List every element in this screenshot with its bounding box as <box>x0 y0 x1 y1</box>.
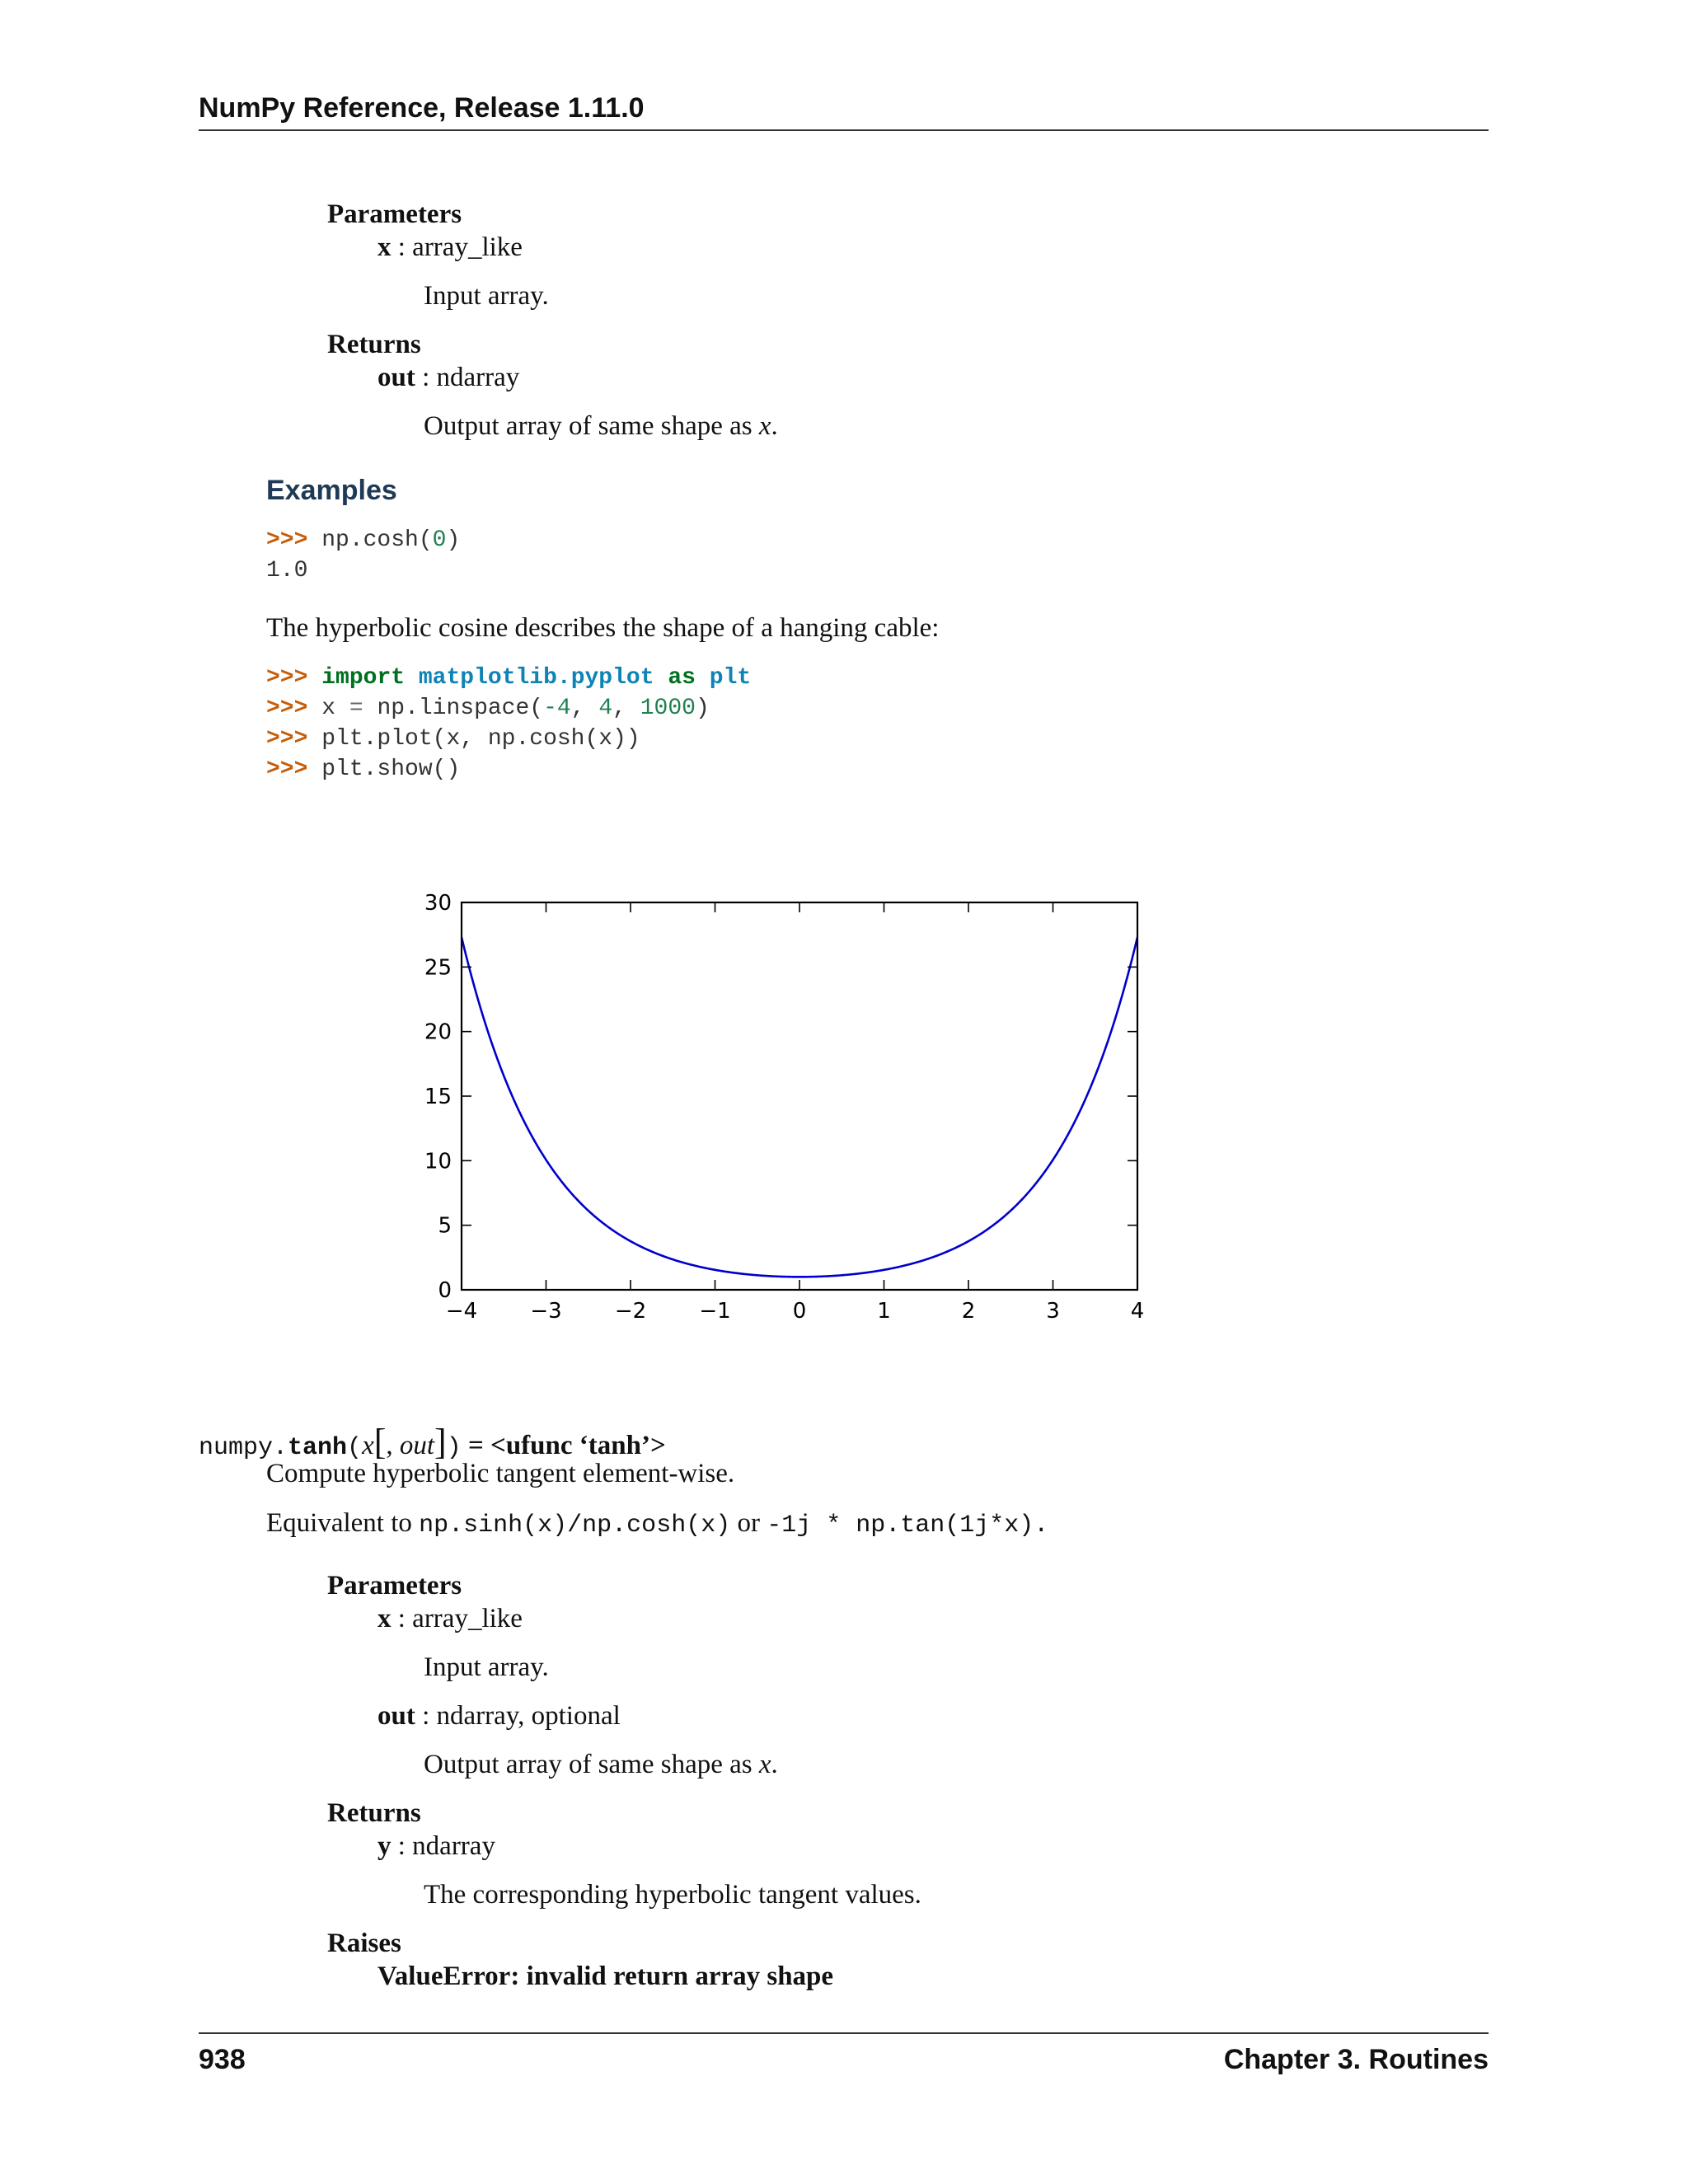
code-text: ) <box>695 696 710 721</box>
x-tick-label: −2 <box>614 1299 647 1324</box>
header-rule <box>199 129 1489 131</box>
code-text: ) <box>446 527 461 553</box>
sig-paren: ( <box>347 1434 363 1462</box>
code-number: -4 <box>543 696 571 721</box>
code-keyword: as <box>668 665 696 691</box>
code-number: 0 <box>432 527 447 553</box>
code-line <box>266 726 640 752</box>
param-type: : array_like <box>391 232 523 262</box>
y-tick-label: 20 <box>424 1019 452 1045</box>
return-y-desc: The corresponding hyperbolic tangent values. <box>424 1880 921 1910</box>
param-name: x <box>377 232 392 262</box>
code-text: np.linspace( <box>363 696 544 721</box>
equiv-text: . <box>1034 1511 1049 1540</box>
desc-text-end: . <box>771 411 778 441</box>
param-x <box>377 232 523 263</box>
params-heading: Parameters <box>327 1571 462 1601</box>
x-tick-label: 1 <box>877 1299 891 1324</box>
code-text: , <box>570 696 599 721</box>
param-name: x <box>377 1604 392 1633</box>
x-tick-label: 4 <box>1130 1299 1145 1324</box>
function-signature <box>199 1421 666 1463</box>
return-y <box>377 1831 495 1862</box>
equiv-text: Equivalent to <box>266 1508 420 1538</box>
param-x <box>377 1604 523 1634</box>
page-number: 938 <box>199 2044 246 2075</box>
code-module: matplotlib.pyplot <box>418 665 654 691</box>
param-out-desc <box>424 1750 778 1780</box>
code-prompt: >>> <box>266 726 308 752</box>
code-text: , <box>612 696 640 721</box>
code-line <box>266 527 460 553</box>
code-module: plt <box>709 665 752 691</box>
code-prompt: >>> <box>266 757 308 782</box>
equivalent-line <box>266 1508 1048 1540</box>
code-line <box>266 757 460 782</box>
code-line <box>266 665 751 691</box>
code-text: np.cosh( <box>307 527 433 553</box>
x-tick-label: −3 <box>530 1299 562 1324</box>
y-tick-label: 15 <box>424 1085 452 1109</box>
code-text: x <box>307 696 349 721</box>
x-tick-label: 2 <box>961 1299 976 1324</box>
sig-paren: ) <box>446 1434 462 1462</box>
footer-rule <box>199 2032 1489 2034</box>
sig-param: out <box>399 1431 435 1460</box>
x-tick-label: −1 <box>699 1299 731 1324</box>
param-x-desc: Input array. <box>424 1652 549 1682</box>
param-x-desc: Input array. <box>424 281 549 311</box>
x-tick-label: 3 <box>1046 1299 1060 1324</box>
y-tick-label: 10 <box>424 1149 452 1174</box>
return-out <box>377 363 519 393</box>
param-out <box>377 1701 621 1732</box>
return-type: : ndarray <box>415 363 520 392</box>
sig-bracket: ] <box>434 1422 447 1462</box>
equiv-text: or <box>730 1508 767 1538</box>
return-out-desc <box>424 411 778 442</box>
param-name: out <box>377 1701 415 1731</box>
code-text: plt.show() <box>307 757 461 782</box>
code-text: plt.plot(x, np.cosh(x)) <box>307 726 640 752</box>
desc-var: x <box>758 411 771 441</box>
y-tick-label: 30 <box>424 891 452 916</box>
sig-bracket: [ <box>373 1422 387 1462</box>
code-keyword: import <box>321 665 406 691</box>
returns-heading: Returns <box>327 330 421 359</box>
examples-heading: Examples <box>266 475 397 506</box>
code-number: 4 <box>598 696 613 721</box>
desc-text: Output array of same shape as <box>424 1750 759 1779</box>
code-prompt: >>> <box>266 527 308 553</box>
desc-text: Output array of same shape as <box>424 411 759 441</box>
code-prompt: >>> <box>266 665 308 691</box>
sig-comma: , <box>386 1431 400 1460</box>
returns-heading: Returns <box>327 1798 421 1828</box>
sig-ufunc: = <ufunc ‘tanh’> <box>461 1431 666 1460</box>
param-type: : ndarray, optional <box>415 1701 621 1731</box>
sig-name: tanh <box>288 1434 348 1462</box>
running-header: NumPy Reference, Release 1.11.0 <box>199 92 645 124</box>
param-type: : array_like <box>391 1604 523 1633</box>
equiv-code: -1j * np.tan(1j*x) <box>767 1511 1034 1540</box>
equiv-code: np.sinh(x)/np.cosh(x) <box>419 1511 731 1540</box>
x-tick-label: −4 <box>445 1299 478 1324</box>
sig-param: x <box>362 1431 374 1460</box>
code-prompt: >>> <box>266 696 308 721</box>
sig-module: numpy. <box>199 1434 288 1462</box>
chapter-label: Chapter 3. Routines <box>1223 2044 1489 2075</box>
desc-var: x <box>758 1750 771 1779</box>
y-tick-label: 25 <box>424 955 452 981</box>
return-name: y <box>377 1831 392 1861</box>
raises-text: ValueError: invalid return array shape <box>377 1961 834 1991</box>
raises-heading: Raises <box>327 1929 401 1958</box>
x-tick-label: 0 <box>792 1299 807 1324</box>
code-number: 1000 <box>640 696 696 721</box>
cosh-line-chart <box>396 874 1170 1335</box>
params-heading: Parameters <box>327 199 462 229</box>
code-line <box>266 696 710 721</box>
paragraph: The hyperbolic cosine describes the shape of a hanging cable: <box>266 613 940 643</box>
y-tick-label: 0 <box>438 1278 452 1303</box>
series-line <box>462 937 1137 1277</box>
plot-frame <box>462 902 1137 1290</box>
code-operator: = <box>349 696 363 721</box>
function-description: Compute hyperbolic tangent element-wise. <box>266 1459 735 1488</box>
code-output: 1.0 <box>266 558 308 583</box>
desc-text-end: . <box>771 1750 778 1779</box>
return-type: : ndarray <box>391 1831 495 1861</box>
y-tick-label: 5 <box>438 1213 452 1239</box>
return-name: out <box>377 363 415 392</box>
